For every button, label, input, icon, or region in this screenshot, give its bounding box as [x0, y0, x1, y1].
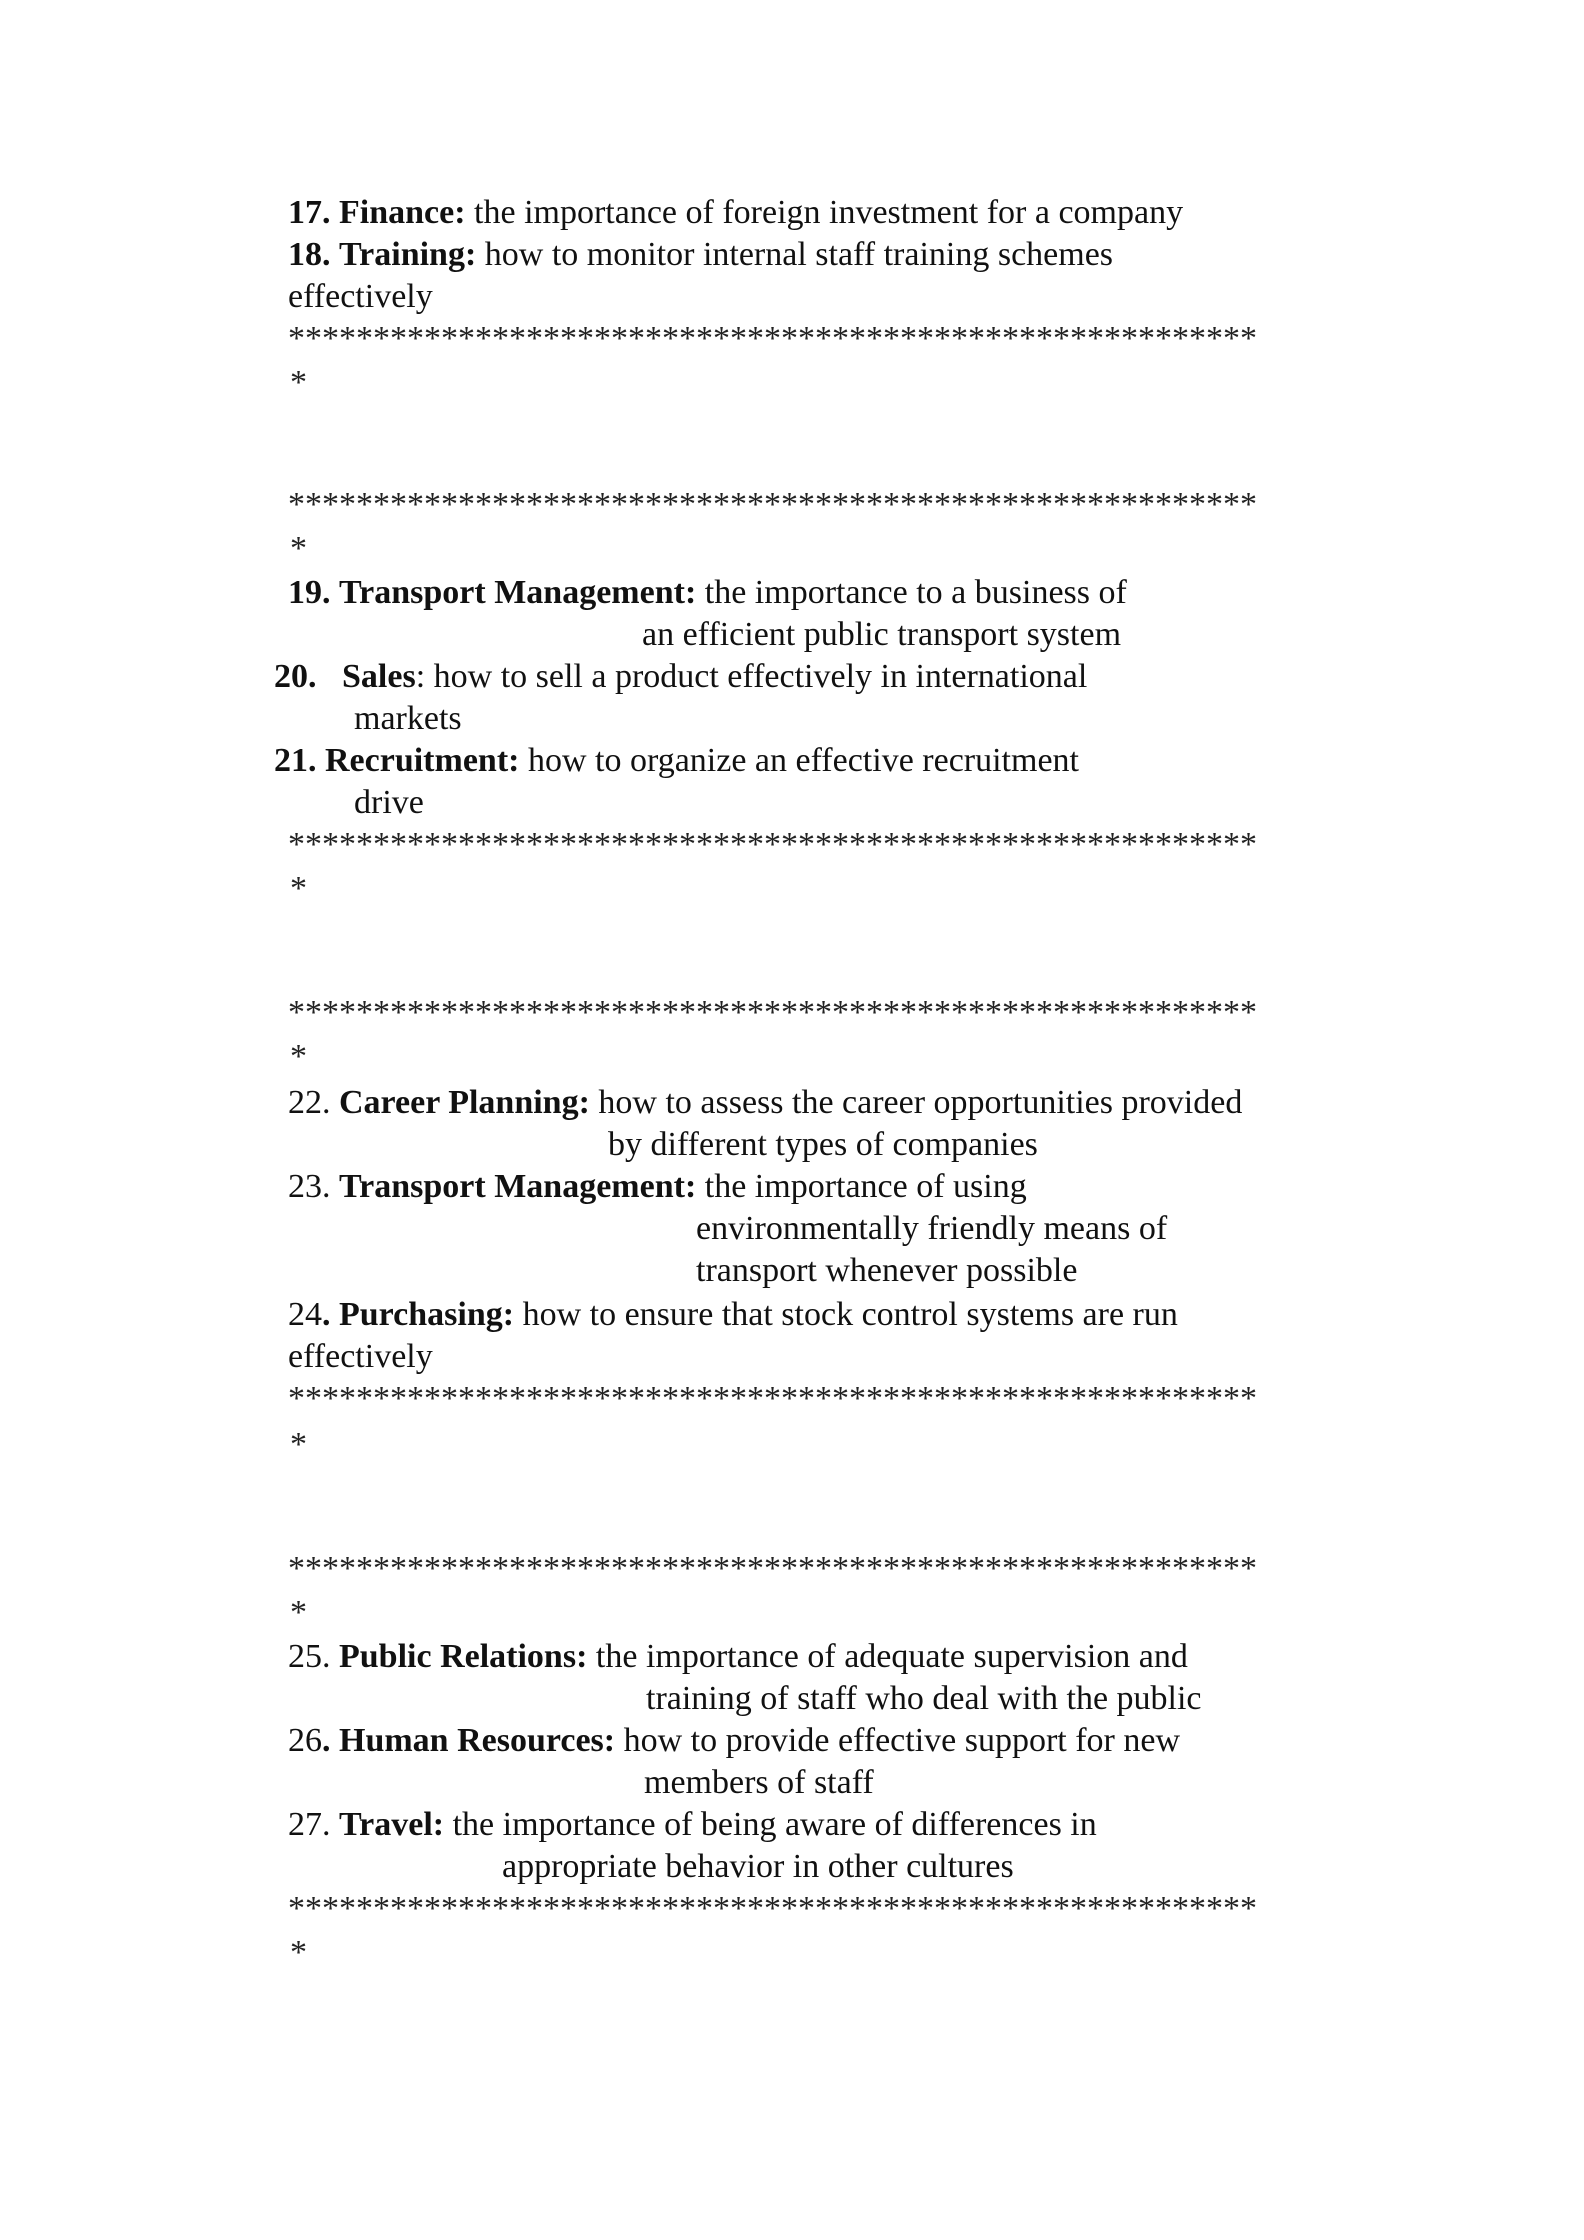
item-number: 19. — [288, 574, 331, 611]
item-27 — [288, 1808, 1097, 1842]
item-18-continuation: effectively — [288, 278, 433, 315]
item-text: the importance of foreign investment for a company — [465, 194, 1184, 231]
item-number: 26 — [288, 1722, 322, 1759]
item-text: : how to sell a product effectively in international — [415, 658, 1088, 695]
item-term: Transport Management: — [339, 1168, 697, 1205]
separator-tail: * — [290, 1594, 307, 1631]
item-term: Career Planning: — [339, 1084, 590, 1121]
item-23-continuation-1: environmentally friendly means of — [696, 1210, 1168, 1247]
separator-stars: ********************************************************* — [288, 320, 1257, 357]
item-text: how to monitor internal staff training schemes — [476, 236, 1114, 273]
item-21 — [274, 744, 1079, 778]
separator-tail: * — [290, 1934, 307, 1971]
separator-stars: ********************************************************* — [288, 826, 1257, 863]
separator-stars: ********************************************************* — [288, 486, 1257, 523]
item-term: Sales — [342, 658, 416, 695]
separator-tail: * — [290, 530, 307, 567]
item-17 — [288, 196, 1183, 230]
item-number: 27. — [288, 1806, 331, 1843]
item-text: how to ensure that stock control systems are run — [514, 1296, 1178, 1333]
item-number: 23. — [288, 1168, 331, 1205]
item-26-continuation: members of staff — [644, 1764, 874, 1801]
item-19-continuation: an efficient public transport system — [642, 616, 1122, 653]
item-number: 24 — [288, 1296, 322, 1333]
item-21-continuation: drive — [354, 784, 424, 821]
item-term: Transport Management: — [339, 574, 697, 611]
separator-stars: ********************************************************* — [288, 1550, 1257, 1587]
item-20-continuation: markets — [354, 700, 462, 737]
item-24-continuation: effectively — [288, 1338, 433, 1375]
item-22-continuation: by different types of companies — [608, 1126, 1038, 1163]
separator-stars: ********************************************************* — [288, 1890, 1257, 1927]
separator-tail: * — [290, 870, 307, 907]
item-23 — [288, 1170, 1027, 1204]
item-text: how to provide effective support for new — [615, 1722, 1181, 1759]
item-number: 20. — [274, 658, 317, 695]
item-term: Travel: — [339, 1806, 445, 1843]
item-term: Public Relations: — [339, 1638, 588, 1675]
item-text: the importance of being aware of differences in — [444, 1806, 1097, 1843]
item-24 — [288, 1298, 1178, 1332]
item-25 — [288, 1640, 1188, 1674]
separator-stars: ********************************************************* — [288, 1380, 1257, 1417]
item-number: 18. — [288, 236, 331, 273]
separator-tail: * — [290, 1038, 307, 1075]
item-text: the importance of using — [696, 1168, 1027, 1205]
item-18 — [288, 238, 1113, 272]
item-term: . Human Resources: — [322, 1722, 616, 1759]
item-27-continuation: appropriate behavior in other cultures — [502, 1848, 1014, 1885]
item-number: 17. — [288, 194, 331, 231]
item-19 — [288, 576, 1127, 610]
separator-stars: ********************************************************* — [288, 994, 1257, 1031]
item-23-continuation-2: transport whenever possible — [696, 1252, 1078, 1289]
item-term: . Purchasing: — [322, 1296, 515, 1333]
item-20 — [274, 660, 1087, 694]
item-text: the importance to a business of — [696, 574, 1127, 611]
item-26 — [288, 1724, 1180, 1758]
separator-tail: * — [290, 364, 307, 401]
item-text: how to organize an effective recruitment — [519, 742, 1079, 779]
item-number: 25. — [288, 1638, 331, 1675]
item-22 — [288, 1086, 1242, 1120]
item-term: Recruitment: — [325, 742, 520, 779]
separator-tail: * — [290, 1426, 307, 1463]
item-term: Finance: — [339, 194, 466, 231]
item-term: Training: — [339, 236, 477, 273]
item-text: how to assess the career opportunities provided — [589, 1084, 1243, 1121]
item-number: 22. — [288, 1084, 331, 1121]
item-25-continuation: training of staff who deal with the public — [646, 1680, 1202, 1717]
item-text: the importance of adequate supervision and — [587, 1638, 1188, 1675]
item-number: 21. — [274, 742, 317, 779]
